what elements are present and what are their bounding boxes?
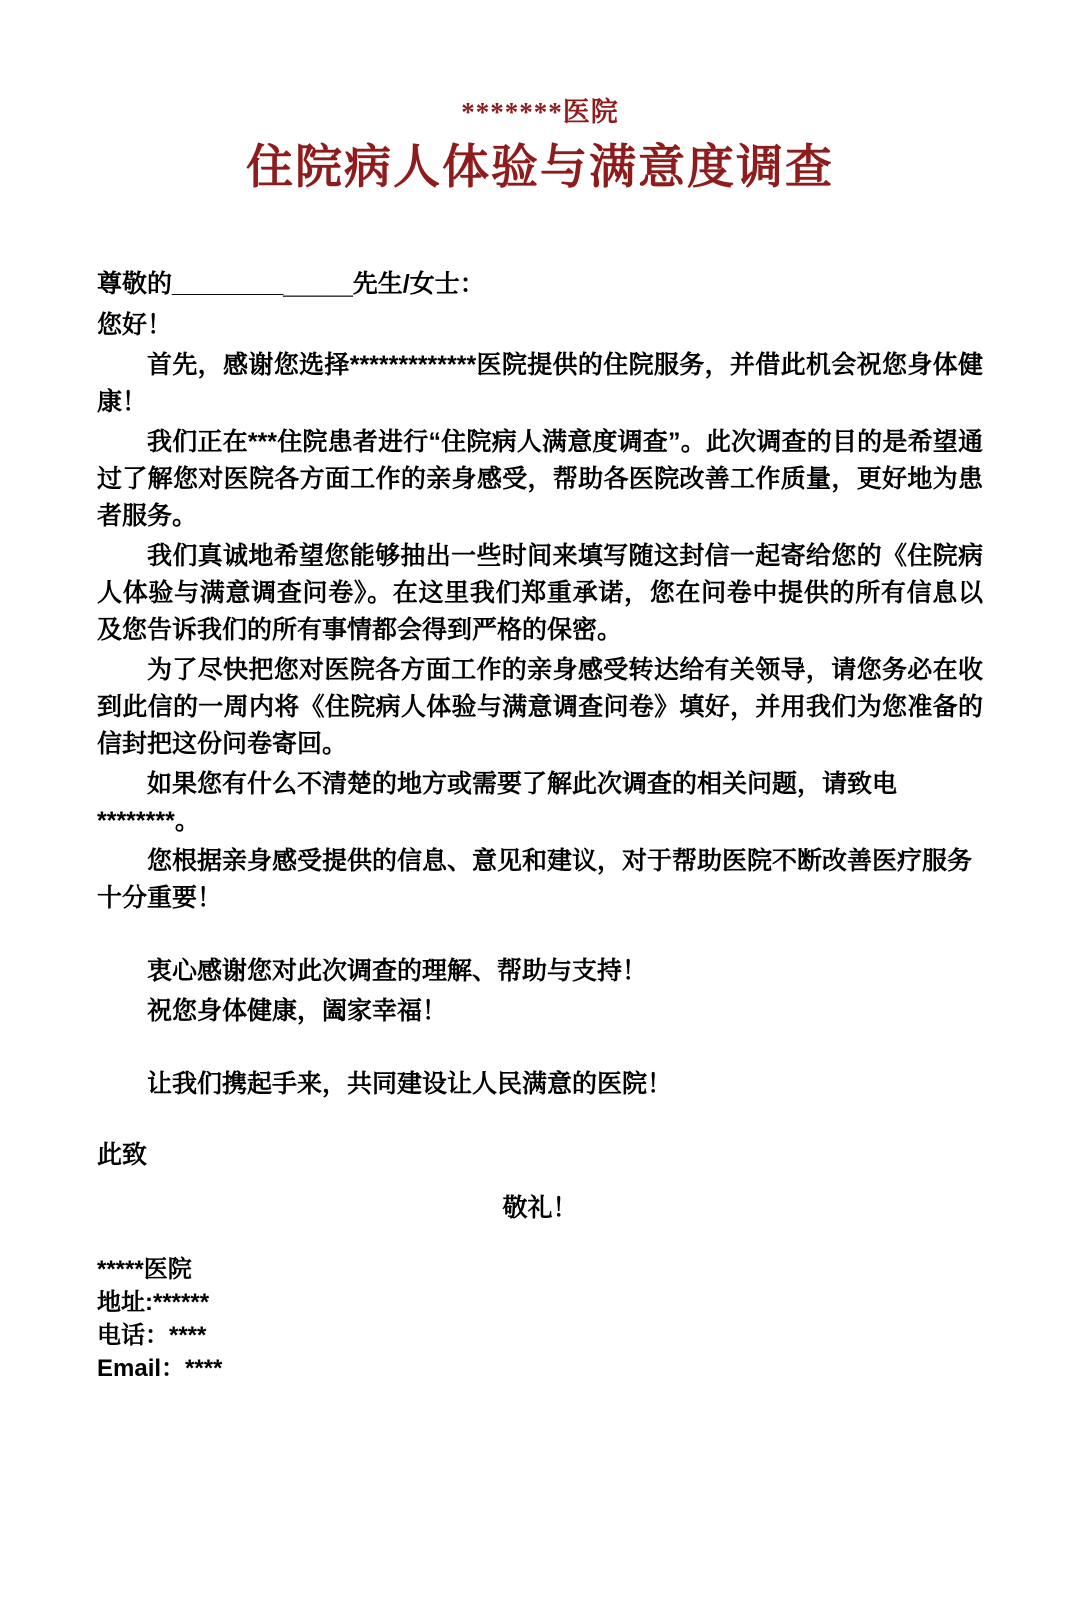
sender-address: 地址:******	[97, 1289, 210, 1316]
paragraph-gratitude: 衷心感谢您对此次调查的理解、帮助与支持！	[147, 957, 648, 985]
sender-info-block	[97, 1253, 983, 1385]
closing-jingli: 敬礼！	[502, 1194, 578, 1222]
paragraph-return-instructions: 为了尽快把您对医院各方面工作的亲身感受转达给有关领导，请您务必在收到此信的一周内将《住院病人体验与满意调查问卷》填好，并用我们为您准备的信封把这份问卷寄回。	[97, 656, 983, 758]
document-title: 住院病人体验与满意度调查	[246, 142, 834, 194]
paragraph-contact-phone: 如果您有什么不清楚的地方或需要了解此次调查的相关问题，请致电********。	[97, 770, 898, 835]
sender-phone: 电话：****	[97, 1322, 207, 1349]
hospital-masked-name: *******医院	[461, 97, 619, 127]
letter-body	[97, 266, 983, 1385]
salutation-prefix: 尊敬的	[97, 270, 173, 298]
closing-cizhi: 此致	[97, 1141, 148, 1169]
greeting-line: 您好！	[97, 311, 173, 339]
paragraph-survey-purpose: 我们正在***住院患者进行“住院病人满意度调查”。此次调查的目的是希望通过了解您对医院各方面工作的亲身感受，帮助各医院改善工作质量，更好地为患者服务。	[97, 428, 983, 530]
salutation-suffix: 先生/女士：	[352, 270, 485, 298]
sender-email: Email：****	[97, 1355, 223, 1382]
name-blank-underline-2: _____	[283, 270, 353, 298]
paragraph-thanks: 首先，感谢您选择*************医院提供的住院服务，并借此机会祝您身体健康！	[97, 351, 983, 416]
paragraph-join-hands: 让我们携起手来，共同建设让人民满意的医院！	[147, 1070, 673, 1098]
sender-hospital-name: *****医院	[97, 1256, 192, 1283]
paragraph-wishes: 祝您身体健康，阖家幸福！	[147, 997, 448, 1025]
paragraph-importance: 您根据亲身感受提供的信息、意见和建议，对于帮助医院不断改善医疗服务十分重要！	[97, 847, 973, 912]
name-blank-underline-1: ________	[172, 270, 284, 298]
letter-page	[0, 96, 1080, 1624]
salutation-line	[97, 266, 983, 303]
paragraph-confidentiality: 我们真诚地希望您能够抽出一些时间来填写随这封信一起寄给您的《住院病人体验与满意调查问卷》。在这里我们郑重承诺，您在问卷中提供的所有信息以及您告诉我们的所有事情都会得到严格的保密。	[97, 542, 983, 644]
